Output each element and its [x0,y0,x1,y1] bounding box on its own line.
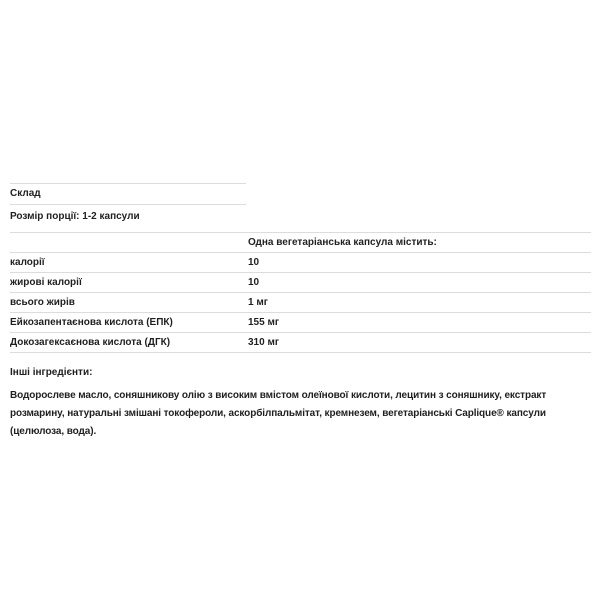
composition-title: Склад [10,188,41,199]
facts-row-fat-calories [10,273,591,293]
nutrient-value: 155 мг [248,316,280,328]
nutrient-value: 10 [248,256,260,268]
other-ingredients-text: Водорослеве масло, соняшникову олію з високим вмістом олеїнової кислоти, лецитин з соняшнику, екстракт розмарину, натуральні змішані токофероли, аскорбілпальмітат, кремнезем, вегетаріанські Caplique® капсули (целюлоза, вода). [10,390,547,437]
nutrient-label: Ейкозапентаєнова кислота (ЕПК) [10,316,173,328]
composition-title-row [10,184,246,205]
nutrient-value: 310 мг [248,336,280,348]
other-ingredients-title: Інші інгредієнти: [10,367,93,378]
facts-header-row [10,233,591,253]
nutrient-value: 10 [248,276,260,288]
nutrient-value: 1 мг [248,296,268,308]
facts-row-dha [10,333,591,353]
composition-section [10,183,591,441]
nutrient-label: Докозагексаєнова кислота (ДГК) [10,336,171,348]
serving-size-row [10,205,246,232]
facts-row-epa [10,313,591,333]
serving-size-text: Розмір порції: 1-2 капсули [10,210,140,222]
facts-value-column-header: Одна вегетаріанська капсула містить: [248,236,437,248]
nutrient-label: жирові калорії [10,276,82,288]
facts-row-total-fat [10,293,591,313]
nutrient-label: калорії [10,256,45,268]
facts-row-calories [10,253,591,273]
composition-header-block [10,183,246,232]
supplement-facts-table [10,232,591,353]
nutrient-label: всього жирів [10,296,75,308]
